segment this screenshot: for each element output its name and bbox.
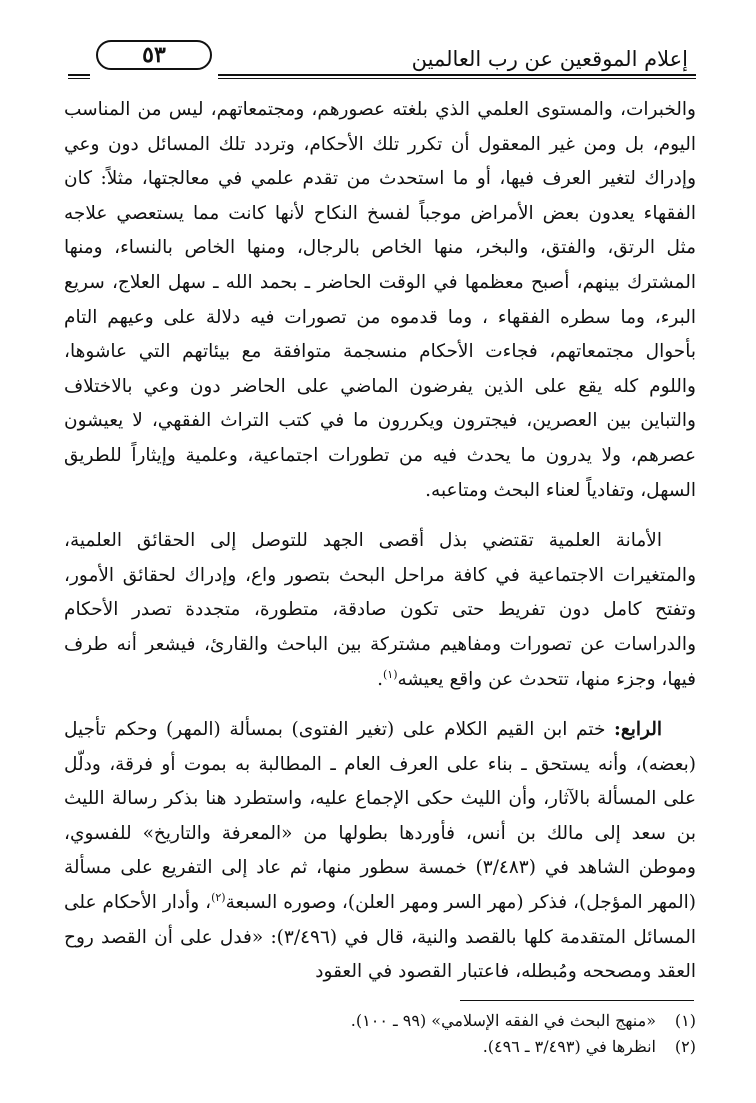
main-text <box>64 93 696 990</box>
paragraph-3 <box>64 713 696 990</box>
footnote-separator <box>460 1000 694 1001</box>
footnote-2-number: (٢) <box>674 1037 696 1056</box>
paragraph-2 <box>64 524 696 697</box>
paragraph-2-tail: . <box>377 668 383 690</box>
footnotes <box>64 1008 696 1060</box>
footnote-1-text: «منهج البحث في الفقه الإسلامي» (٩٩ ـ ١٠٠). <box>350 1011 656 1030</box>
paragraph-2-text: الأمانة العلمية تقتضي بذل أقصى الجهد للتوصل إلى الحقائق العلمية، والمتغيرات الاجتماعية في كافة مراحل البحث بتصور واع، وإدراك لحقائق الأمور، وتفتح كامل دون تفريط حتى تكون صادقة، متطورة، متجددة تصدر الأحكام والدراسات عن تصورات ومفاهيم مشتركة بين الباحث والقارئ، فيشعر أنه طرف فيها، وجزء منها، تتحدث عن واقع يعيشه <box>64 530 696 690</box>
paragraph-3-lead: الرابع: <box>614 719 662 741</box>
paragraph-1-text: والخبرات، والمستوى العلمي الذي بلغته عصورهم، ومجتمعاتهم، ليس من المناسب اليوم، بل ومن غير المعقول أن تكرر تلك الأحكام، وتردد تلك المسائل دون وعي وإدراك لتغير العرف فيها، أو ما استحدث من تقدم علمي في معالجتها، مثلاً: كان الفقهاء يعدون بعض الأمراض موجباً لفسخ النكاح لأنها كانت مما يستعصي علاجه مثل الرتق، والفتق، والبخر، منها الخاص بالرجال، ومنها الخاص بالنساء، ومنها المشترك بينهم، أصبح معظمها في الوقت الحاضر ـ بحمد الله ـ سهل العلاج، سريع البرء، وما سطره الفقهاء ، وما قدموه من تصورات فيه دلالة على وعيهم التام بأحوال مجتمعاتهم، فجاءت الأحكام منسجمة متوافقة مع بيئاتهم التي عاشوها، واللوم كله يقع على الذين يفرضون الماضي على الحاضر دون وعي بالاختلاف والتباين بين العصرين، فيجترون ويكررون ما في كتب التراث الفقهي، لا يعيشون عصرهم، ولا يدرون ما يحدث فيه من تطورات اجتماعية، وعلمية وإيثاراً للطريق السهل، وتفادياً لعناء البحث ومتاعبه. <box>64 99 696 501</box>
book-title: إعلام الموقعين عن رب العالمين <box>411 47 688 71</box>
paragraph-3-tail: ، وأدار الأحكام على المسائل المتقدمة كلها بالقصد والنية، قال في (٣/٤٩٦): «فدل على أن القصد روح العقد ومصححه ومُبطله، فاعتبار القصود في العقود <box>64 892 696 983</box>
header-rule-gap <box>90 68 218 82</box>
footnote-ref-2[interactable]: (٢) <box>211 890 226 904</box>
paragraph-3-text: ختم ابن القيم الكلام على (تغير الفتوى) بمسألة (المهر) وحكم تأجيل (بعضه)، وأنه يستحق ـ بناء على العرف العام ـ المطالبة به بموت أو فرقة، ودلّل على المسألة بالآثار، وأن الليث حكى الإجماع عليه، واستطرد هنا بذكر رسالة الليث بن سعد إلى مالك بن أنس، فأوردها بطولها من «المعرفة والتاريخ» للفسوي، وموطن الشاهد في (٣/٤٨٣) خمسة سطور منها، ثم عاد إلى التفريع على مسألة (المهر المؤجل)، فذكر (مهر السر ومهر العلن)، وصوره السبعة <box>64 719 697 914</box>
footnote-2 <box>64 1034 696 1060</box>
footnote-1-number: (١) <box>674 1011 696 1030</box>
footnote-2-text: انظرها في (٣/٤٩٣ ـ ٤٩٦). <box>482 1037 656 1056</box>
page-number: ٥٣ <box>96 40 212 70</box>
footnote-ref-1[interactable]: (١) <box>382 667 398 681</box>
footnote-1 <box>64 1008 696 1034</box>
paragraph-1 <box>64 93 696 508</box>
running-header <box>68 40 696 86</box>
